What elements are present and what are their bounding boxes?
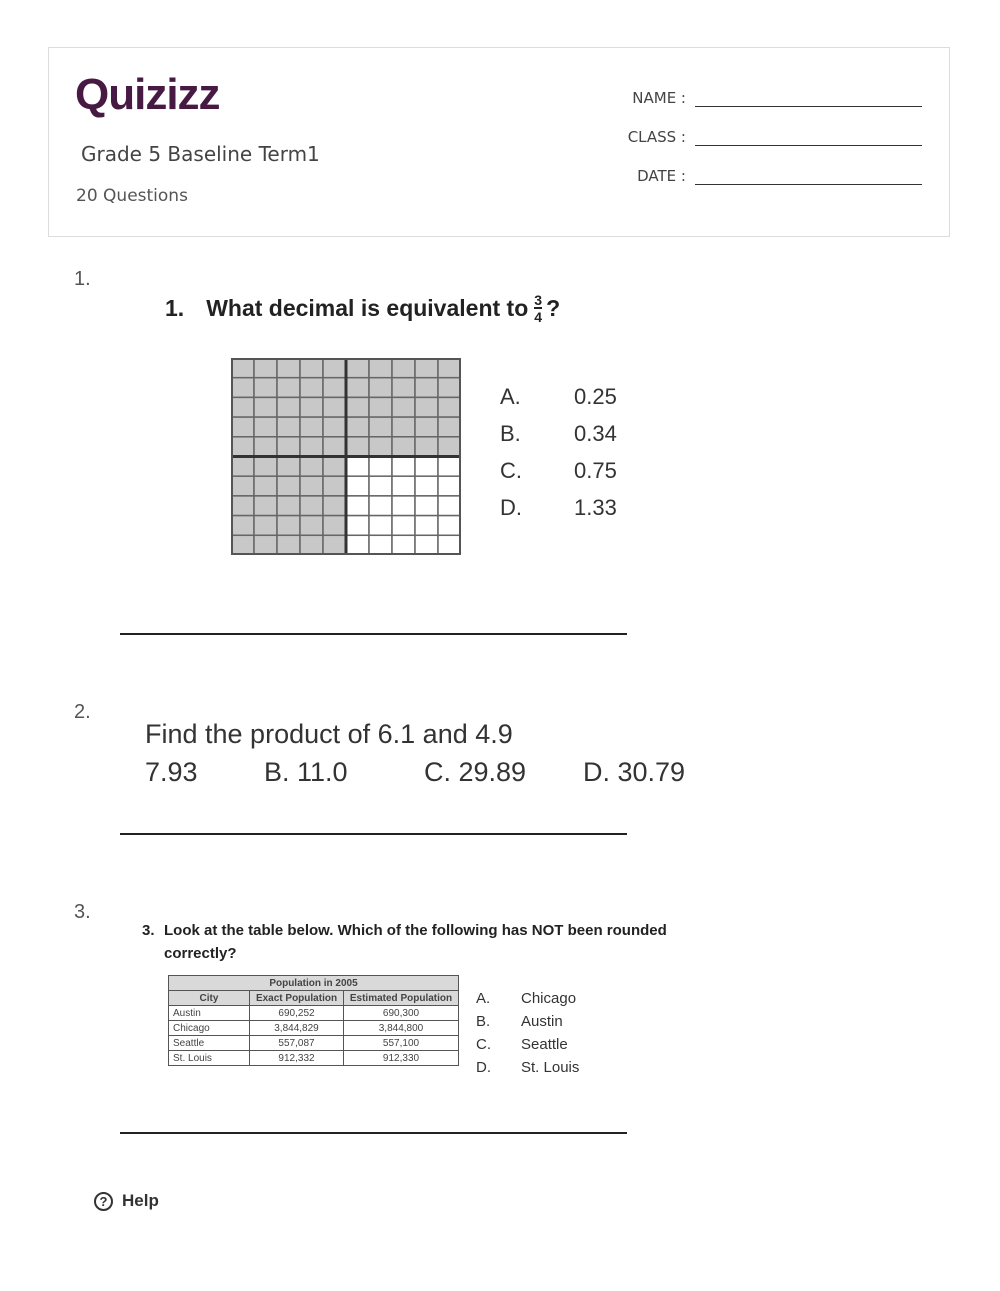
grid-cell-shaded bbox=[346, 378, 369, 398]
grid-cell-shaded bbox=[415, 358, 438, 378]
help-link[interactable] bbox=[94, 1191, 159, 1211]
table-cell: Seattle bbox=[169, 1036, 250, 1051]
grid-cell-shaded bbox=[300, 378, 323, 398]
grid-cell-shaded bbox=[254, 397, 277, 417]
class-label: CLASS : bbox=[627, 128, 686, 146]
grid-cell-shaded bbox=[346, 358, 369, 378]
grid-cell-shaded bbox=[277, 476, 300, 496]
choice-text: 0.25 bbox=[574, 383, 617, 409]
choice-letter: A. bbox=[500, 383, 521, 409]
grid-cell-shaded bbox=[369, 378, 392, 398]
grid-cell-shaded bbox=[277, 535, 300, 555]
grid-cell-shaded bbox=[231, 378, 254, 398]
grid-cell-shaded bbox=[415, 378, 438, 398]
grid-cell bbox=[392, 516, 415, 536]
choice-a[interactable] bbox=[476, 987, 579, 1010]
choice-b[interactable] bbox=[500, 415, 617, 452]
table-row bbox=[169, 1006, 459, 1021]
grid-cell-shaded bbox=[346, 397, 369, 417]
grid-cell-shaded bbox=[323, 397, 346, 417]
grid-cell-shaded bbox=[231, 476, 254, 496]
grid-cell bbox=[369, 516, 392, 536]
table-header: Exact Population bbox=[250, 991, 344, 1006]
grid-cell-shaded bbox=[300, 397, 323, 417]
question-1-choices bbox=[500, 378, 617, 526]
choice-text: Austin bbox=[521, 1013, 563, 1030]
grid-cell bbox=[415, 535, 438, 555]
table-cell: St. Louis bbox=[169, 1051, 250, 1066]
grid-cell-shaded bbox=[254, 476, 277, 496]
name-line[interactable] bbox=[695, 88, 922, 107]
table-row bbox=[169, 1036, 459, 1051]
grid-cell bbox=[346, 476, 369, 496]
hundred-grid-figure bbox=[231, 358, 461, 555]
grid-cell-shaded bbox=[323, 516, 346, 536]
grid-cell-shaded bbox=[323, 535, 346, 555]
choice-b[interactable] bbox=[476, 1010, 579, 1033]
grid-cell-shaded bbox=[231, 535, 254, 555]
grid-cell bbox=[438, 516, 461, 536]
grid-cell-shaded bbox=[277, 378, 300, 398]
grid-cell-shaded bbox=[392, 378, 415, 398]
question-2-choice-b[interactable]: B. 11.0 bbox=[264, 757, 348, 787]
date-field[interactable] bbox=[566, 166, 922, 185]
choice-letter: D. bbox=[500, 494, 522, 520]
table-cell: 557,100 bbox=[344, 1036, 459, 1051]
grid-cell-shaded bbox=[438, 397, 461, 417]
grid-cell-shaded bbox=[323, 378, 346, 398]
table-header: Estimated Population bbox=[344, 991, 459, 1006]
grid-cell-shaded bbox=[392, 437, 415, 457]
question-circle-icon: ? bbox=[94, 1192, 113, 1211]
question-1-prompt bbox=[165, 293, 560, 324]
choice-d[interactable] bbox=[500, 489, 617, 526]
question-3-choices bbox=[476, 987, 579, 1079]
date-line[interactable] bbox=[695, 166, 922, 185]
grid-cell bbox=[392, 496, 415, 516]
question-count: 20 Questions bbox=[76, 186, 188, 206]
choice-text: 1.33 bbox=[574, 494, 617, 520]
grid-cell-shaded bbox=[300, 535, 323, 555]
choice-text: 0.34 bbox=[574, 420, 617, 446]
grid-cell bbox=[438, 496, 461, 516]
table-cell: 3,844,800 bbox=[344, 1021, 459, 1036]
grid-cell-shaded bbox=[231, 437, 254, 457]
grid-cell bbox=[392, 535, 415, 555]
table-cell: Austin bbox=[169, 1006, 250, 1021]
question-3-prompt-line1: Look at the table below. Which of the following has NOT been rounded bbox=[164, 922, 667, 939]
worksheet-header bbox=[48, 47, 950, 237]
grid-cell-shaded bbox=[231, 397, 254, 417]
grid-cell bbox=[392, 457, 415, 477]
grid-cell-shaded bbox=[346, 417, 369, 437]
table-row bbox=[169, 1021, 459, 1036]
question-3-prompt-number: 3. bbox=[142, 922, 155, 939]
table-cell: 690,252 bbox=[250, 1006, 344, 1021]
grid-cell-shaded bbox=[438, 358, 461, 378]
grid-cell bbox=[415, 457, 438, 477]
table-header: City bbox=[169, 991, 250, 1006]
grid-cell bbox=[415, 496, 438, 516]
grid-cell-shaded bbox=[415, 437, 438, 457]
grid-cell-shaded bbox=[254, 437, 277, 457]
grid-cell bbox=[438, 535, 461, 555]
choice-letter: D. bbox=[476, 1059, 491, 1076]
question-2-choice-d[interactable]: D. 30.79 bbox=[583, 757, 686, 787]
class-field[interactable] bbox=[566, 127, 922, 146]
grid-cell bbox=[346, 496, 369, 516]
grid-cell-shaded bbox=[277, 516, 300, 536]
choice-text: Seattle bbox=[521, 1036, 568, 1053]
choice-letter: C. bbox=[500, 457, 522, 483]
table-cell: 690,300 bbox=[344, 1006, 459, 1021]
grid-cell-shaded bbox=[254, 457, 277, 477]
table-cell: 912,332 bbox=[250, 1051, 344, 1066]
question-mark: ? bbox=[546, 295, 561, 321]
grid-cell bbox=[346, 535, 369, 555]
choice-letter: C. bbox=[476, 1036, 491, 1053]
grid-cell-shaded bbox=[254, 378, 277, 398]
table-caption: Population in 2005 bbox=[169, 976, 459, 991]
grid-cell-shaded bbox=[415, 397, 438, 417]
grid-cell-shaded bbox=[300, 358, 323, 378]
grid-cell-shaded bbox=[254, 417, 277, 437]
class-line[interactable] bbox=[695, 127, 922, 146]
grid-cell bbox=[415, 476, 438, 496]
grid-cell-shaded bbox=[300, 516, 323, 536]
grid-cell-shaded bbox=[231, 358, 254, 378]
grid-cell-shaded bbox=[277, 437, 300, 457]
grid-cell-shaded bbox=[392, 397, 415, 417]
grid-cell-shaded bbox=[369, 417, 392, 437]
grid-cell-shaded bbox=[254, 358, 277, 378]
choice-letter: B. bbox=[476, 1013, 491, 1030]
grid-cell-shaded bbox=[346, 437, 369, 457]
quizizz-logo: Quizizz bbox=[75, 70, 220, 119]
grid-cell-shaded bbox=[300, 457, 323, 477]
answer-line-3[interactable] bbox=[120, 1132, 627, 1134]
grid-cell-shaded bbox=[231, 417, 254, 437]
grid-cell bbox=[346, 516, 369, 536]
help-label: Help bbox=[122, 1191, 159, 1210]
question-1-number: 1. bbox=[74, 268, 91, 290]
quiz-title: Grade 5 Baseline Term1 bbox=[81, 142, 320, 166]
grid-cell bbox=[369, 496, 392, 516]
grid-cell bbox=[392, 476, 415, 496]
question-2-choice-c[interactable]: C. 29.89 bbox=[424, 757, 527, 787]
table-cell: 3,844,829 bbox=[250, 1021, 344, 1036]
fraction bbox=[534, 293, 542, 324]
choice-letter: A. bbox=[476, 990, 491, 1007]
choice-letter: B. bbox=[500, 420, 521, 446]
answer-line-2[interactable] bbox=[120, 833, 627, 835]
grid-cell-shaded bbox=[277, 496, 300, 516]
grid-cell-shaded bbox=[254, 535, 277, 555]
fraction-numerator: 3 bbox=[534, 292, 543, 308]
grid-cell bbox=[438, 476, 461, 496]
choice-c[interactable] bbox=[476, 1033, 579, 1056]
grid-cell-shaded bbox=[369, 358, 392, 378]
grid-cell-shaded bbox=[323, 437, 346, 457]
grid-cell-shaded bbox=[369, 437, 392, 457]
question-3-number: 3. bbox=[74, 901, 91, 923]
table-cell: 912,330 bbox=[344, 1051, 459, 1066]
grid-cell-shaded bbox=[277, 457, 300, 477]
grid-cell-shaded bbox=[300, 496, 323, 516]
grid-cell-shaded bbox=[323, 457, 346, 477]
grid-cell-shaded bbox=[369, 397, 392, 417]
table-row bbox=[169, 1051, 459, 1066]
question-3-prompt-line2: correctly? bbox=[164, 945, 237, 962]
grid-cell bbox=[438, 457, 461, 477]
grid-cell-shaded bbox=[254, 496, 277, 516]
grid-cell-shaded bbox=[231, 516, 254, 536]
grid-cell-shaded bbox=[323, 476, 346, 496]
name-field[interactable] bbox=[566, 88, 922, 107]
grid-cell-shaded bbox=[231, 496, 254, 516]
choice-a[interactable] bbox=[500, 378, 617, 415]
choice-text: 0.75 bbox=[574, 457, 617, 483]
question-2-prompt: Find the product of 6.1 and 4.9 bbox=[145, 719, 513, 749]
question-2-choice-a[interactable]: 7.93 bbox=[145, 757, 198, 787]
grid-cell bbox=[415, 516, 438, 536]
grid-cell-shaded bbox=[300, 476, 323, 496]
grid-cell-shaded bbox=[277, 397, 300, 417]
answer-line-1[interactable] bbox=[120, 633, 627, 635]
grid-cell-shaded bbox=[323, 417, 346, 437]
grid-cell bbox=[369, 457, 392, 477]
grid-cell-shaded bbox=[323, 358, 346, 378]
table-cell: Chicago bbox=[169, 1021, 250, 1036]
table-cell: 557,087 bbox=[250, 1036, 344, 1051]
fraction-denominator: 4 bbox=[534, 309, 543, 325]
grid-cell-shaded bbox=[300, 417, 323, 437]
question-1-prompt-number: 1. bbox=[165, 295, 185, 321]
date-label: DATE : bbox=[637, 167, 686, 185]
grid-cell-shaded bbox=[300, 437, 323, 457]
choice-text: Chicago bbox=[521, 990, 577, 1007]
grid-cell bbox=[346, 457, 369, 477]
grid-cell-shaded bbox=[392, 358, 415, 378]
grid-cell-shaded bbox=[323, 496, 346, 516]
grid-cell bbox=[369, 535, 392, 555]
grid-cell-shaded bbox=[392, 417, 415, 437]
grid-cell-shaded bbox=[231, 457, 254, 477]
question-1-prompt-text: What decimal is equivalent to bbox=[206, 295, 529, 321]
grid-cell-shaded bbox=[415, 417, 438, 437]
grid-cell bbox=[369, 476, 392, 496]
grid-cell-shaded bbox=[438, 437, 461, 457]
choice-c[interactable] bbox=[500, 452, 617, 489]
question-3-prompt bbox=[142, 919, 702, 965]
grid-cell-shaded bbox=[438, 417, 461, 437]
grid-cell-shaded bbox=[254, 516, 277, 536]
population-table bbox=[168, 975, 459, 1066]
choice-text: St. Louis bbox=[521, 1059, 580, 1076]
name-label: NAME : bbox=[632, 89, 686, 107]
grid-cell-shaded bbox=[277, 417, 300, 437]
choice-d[interactable] bbox=[476, 1056, 579, 1079]
grid-cell-shaded bbox=[438, 378, 461, 398]
grid-cell-shaded bbox=[277, 358, 300, 378]
question-2-number: 2. bbox=[74, 701, 91, 723]
